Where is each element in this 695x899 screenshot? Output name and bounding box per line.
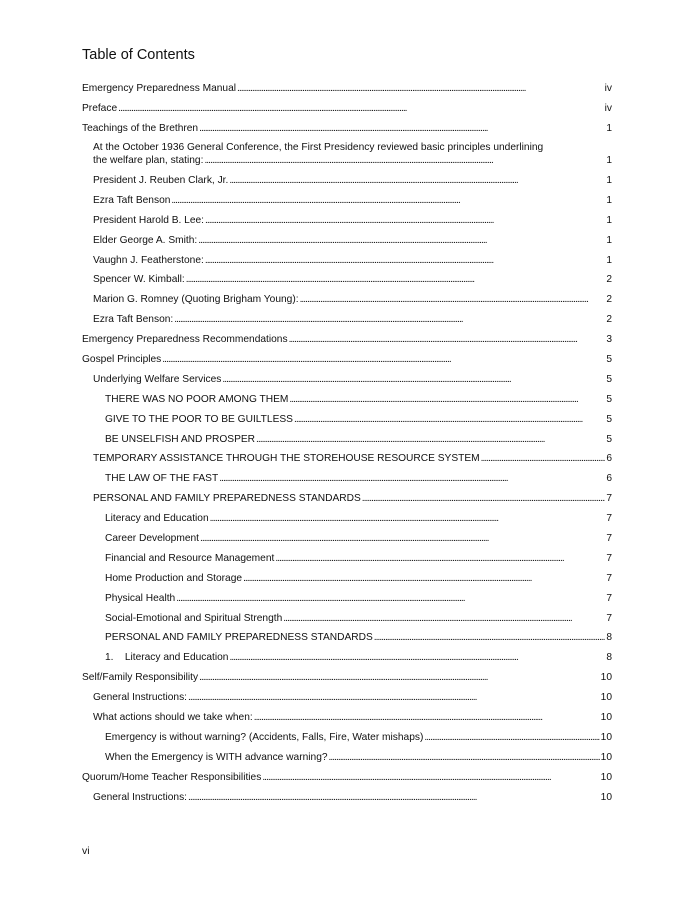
toc-entry-page: 10 — [600, 692, 612, 703]
toc-entry-label: Underlying Welfare Services — [93, 374, 222, 385]
toc-entry-label: General Instructions: — [93, 692, 187, 703]
toc-entry-label: Emergency Preparedness Recommendations — [82, 334, 288, 345]
toc-entry-label: THE LAW OF THE FAST — [105, 473, 219, 484]
dot-leader — [243, 573, 605, 586]
toc-entry-label: Financial and Resource Management — [105, 553, 275, 564]
dot-leader — [294, 414, 605, 427]
toc-entry[interactable] — [82, 123, 612, 136]
toc-entry-label: 1. Literacy and Education — [105, 652, 229, 663]
toc-entry[interactable] — [82, 354, 612, 367]
dot-leader — [229, 652, 605, 665]
dot-leader — [118, 103, 604, 116]
dot-leader — [275, 553, 605, 566]
toc-entry-label: Elder George A. Smith: — [93, 235, 198, 246]
toc-entry-label: BE UNSELFISH AND PROSPER — [105, 434, 256, 445]
toc-entry-page: 2 — [606, 294, 612, 305]
dot-leader — [237, 83, 604, 96]
toc-entry[interactable] — [82, 772, 612, 785]
toc-entry[interactable] — [93, 255, 612, 268]
toc-entry[interactable] — [93, 712, 612, 725]
dot-leader — [289, 394, 605, 407]
toc-entry-label: Home Production and Storage — [105, 573, 243, 584]
toc-entry[interactable] — [93, 235, 612, 248]
toc-entry-page: 5 — [606, 354, 612, 365]
toc-entry-label: PERSONAL AND FAMILY PREPAREDNESS STANDARDS — [105, 632, 373, 643]
dot-leader — [188, 792, 600, 805]
toc-entry-page: 5 — [606, 434, 612, 445]
toc-entry[interactable] — [105, 473, 612, 486]
toc-entry-page: 1 — [606, 154, 612, 166]
toc-entry[interactable] — [93, 453, 612, 466]
dot-leader — [329, 752, 600, 765]
toc-entry[interactable] — [105, 632, 612, 645]
toc-entry[interactable] — [93, 294, 612, 307]
dot-leader — [256, 434, 605, 447]
toc-entry[interactable] — [105, 752, 612, 765]
dot-leader — [424, 732, 599, 745]
toc-entry-label: When the Emergency is WITH advance warning? — [105, 752, 328, 763]
toc-entry-label: What actions should we take when: — [93, 712, 253, 723]
toc-entry[interactable] — [93, 792, 612, 805]
toc-entry-label: Social-Emotional and Spiritual Strength — [105, 613, 283, 624]
toc-entry[interactable] — [93, 142, 612, 167]
toc-entry-page: 7 — [606, 593, 612, 604]
toc-entry-label: Quorum/Home Teacher Responsibilities — [82, 772, 262, 783]
page-title: Table of Contents — [82, 47, 195, 63]
toc-entry-label: THERE WAS NO POOR AMONG THEM — [105, 394, 289, 405]
dot-leader — [283, 613, 605, 626]
dot-leader — [219, 473, 605, 486]
dot-leader — [262, 772, 599, 785]
toc-entry-page: 6 — [606, 473, 612, 484]
toc-entry-page: 6 — [606, 453, 612, 464]
toc-entry[interactable] — [93, 314, 612, 327]
toc-entry-page: 1 — [606, 215, 612, 226]
toc-entry-page: 1 — [606, 255, 612, 266]
dot-leader — [200, 533, 605, 546]
toc-entry-page: 1 — [606, 175, 612, 186]
page-number-footer: vi — [82, 845, 90, 857]
toc-entry[interactable] — [82, 83, 612, 96]
toc-entry-page: 10 — [600, 792, 612, 803]
toc-entry[interactable] — [93, 374, 612, 387]
toc-entry[interactable] — [105, 394, 612, 407]
toc-entry-page: 7 — [606, 613, 612, 624]
toc-entry-page: 10 — [600, 672, 612, 683]
dot-leader — [205, 255, 606, 268]
toc-entry-page: 5 — [606, 374, 612, 385]
toc-entry[interactable] — [105, 732, 612, 745]
toc-entry-page: 10 — [600, 772, 612, 783]
dot-leader — [222, 374, 605, 387]
toc-entry-page: 2 — [606, 314, 612, 325]
dot-leader — [204, 155, 605, 168]
toc-entry[interactable] — [82, 672, 612, 685]
toc-entry-page: 7 — [606, 513, 612, 524]
toc-entry[interactable] — [93, 493, 612, 506]
toc-entry-page: 10 — [600, 712, 612, 723]
toc-entry-page: 1 — [606, 235, 612, 246]
toc-entry[interactable] — [82, 334, 612, 347]
toc-entry-page: 7 — [606, 493, 612, 504]
toc-entry-label: the welfare plan, stating: — [93, 154, 204, 166]
toc-entry[interactable] — [93, 274, 612, 287]
dot-leader — [300, 294, 606, 307]
toc-entry-label: Literacy and Education — [105, 513, 209, 524]
toc-entry-label: GIVE TO THE POOR TO BE GUILTLESS — [105, 414, 293, 425]
toc-entry-label: TEMPORARY ASSISTANCE THROUGH THE STOREHOUSE RESOURCE SYSTEM — [93, 453, 480, 464]
toc-entry-page: 1 — [606, 195, 612, 206]
toc-entry-label-line1: At the October 1936 General Conference, the First Presidency reviewed basic principles underlining — [93, 142, 544, 153]
toc-entry[interactable] — [105, 533, 612, 546]
toc-entry-page: 8 — [606, 652, 612, 663]
toc-entry-label: President Harold B. Lee: — [93, 215, 204, 226]
dot-leader — [289, 334, 606, 347]
toc-entry[interactable] — [93, 175, 612, 188]
toc-entry-label: President J. Reuben Clark, Jr. — [93, 175, 229, 186]
toc-entry-page: 7 — [606, 533, 612, 544]
toc-entry[interactable] — [105, 593, 612, 606]
toc-entry-page: 3 — [606, 334, 612, 345]
toc-entry-label: Ezra Taft Benson: — [93, 314, 174, 325]
toc-entry-label: Emergency is without warning? (Accidents, Falls, Fire, Water mishaps) — [105, 732, 424, 743]
toc-entry[interactable] — [105, 613, 612, 626]
toc-entry[interactable] — [93, 692, 612, 705]
toc-entry-page: iv — [604, 83, 612, 94]
dot-leader — [374, 632, 606, 645]
dot-leader — [199, 123, 605, 136]
toc-entry-label: Gospel Principles — [82, 354, 162, 365]
toc-entry-label: General Instructions: — [93, 792, 187, 803]
toc-entry-page: 10 — [600, 732, 612, 743]
toc-entry[interactable] — [93, 195, 612, 208]
toc-entry[interactable] — [105, 573, 612, 586]
toc-entry-page: iv — [604, 103, 612, 114]
dot-leader — [199, 672, 600, 685]
toc-entry-page: 5 — [606, 414, 612, 425]
toc-entry[interactable] — [82, 103, 612, 116]
toc-entry-label: Preface — [82, 103, 118, 114]
toc-entry[interactable] — [105, 414, 612, 427]
toc-entry-label: Spencer W. Kimball: — [93, 274, 185, 285]
toc-entry-label: Self/Family Responsibility — [82, 672, 199, 683]
toc-entry[interactable] — [105, 513, 612, 526]
toc-entry-label: PERSONAL AND FAMILY PREPAREDNESS STANDARDS — [93, 493, 361, 504]
toc-entry[interactable] — [105, 434, 612, 447]
dot-leader — [362, 493, 606, 506]
dot-leader — [171, 195, 605, 208]
toc-entry-page: 1 — [606, 123, 612, 134]
toc-entry[interactable] — [93, 215, 612, 228]
toc-entry-page: 10 — [600, 752, 612, 763]
toc-entry-label: Teachings of the Brethren — [82, 123, 199, 134]
dot-leader — [188, 692, 600, 705]
toc-entry-label: Physical Health — [105, 593, 176, 604]
dot-leader — [210, 513, 606, 526]
dot-leader — [176, 593, 605, 606]
toc-entry[interactable] — [105, 652, 612, 665]
dot-leader — [162, 354, 605, 367]
toc-entry-page: 8 — [606, 632, 612, 643]
toc-entry-label: Emergency Preparedness Manual — [82, 83, 237, 94]
dot-leader — [205, 215, 605, 228]
toc-entry[interactable] — [105, 553, 612, 566]
toc-entry-page: 7 — [606, 573, 612, 584]
toc-entry-label: Marion G. Romney (Quoting Brigham Young): — [93, 294, 299, 305]
dot-leader — [186, 274, 606, 287]
dot-leader — [198, 235, 605, 248]
dot-leader — [254, 712, 600, 725]
dot-leader — [174, 314, 605, 327]
toc-entry-page: 2 — [606, 274, 612, 285]
toc-entry-page: 7 — [606, 553, 612, 564]
toc-entry-label: Ezra Taft Benson — [93, 195, 171, 206]
toc-entry-page: 5 — [606, 394, 612, 405]
dot-leader — [229, 175, 605, 188]
dot-leader — [481, 453, 606, 466]
toc-entry-label: Career Development — [105, 533, 199, 544]
toc-entry-label: Vaughn J. Featherstone: — [93, 255, 204, 266]
